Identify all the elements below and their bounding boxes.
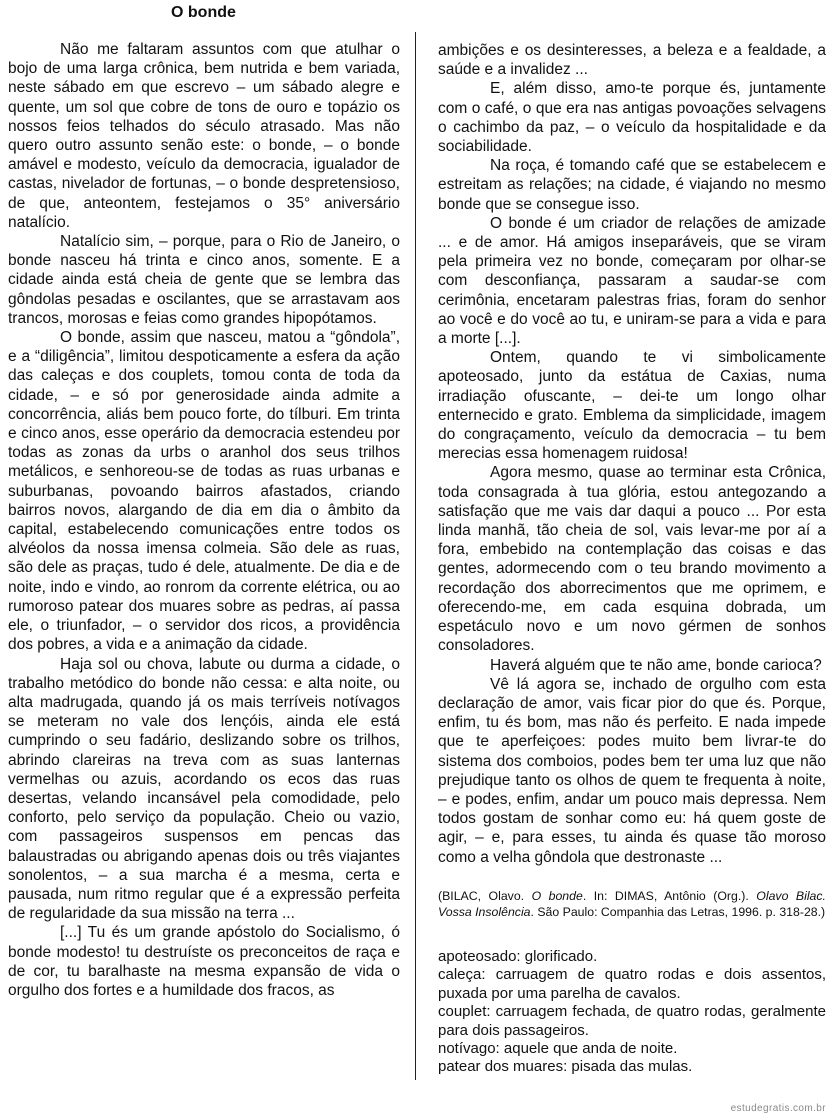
paragraph: O bonde é um criador de relações de amizade ... e de amor. Há amigos inseparáveis, que se viram pela primeira vez no bonde, começaram por olhar-se com desconfiança, passaram a saudar-se com cerimônia, encetaram palestras frias, foram do senhor ao você e do você ao tu, e uniram-se para a vida e para a morte [...]. [438,214,826,348]
citation-work-title: O bonde [531,889,583,903]
paragraph: E, além disso, amo-te porque és, juntamente com o café, o que era nas antigas povoações selvagens o cachimbo da paz, – o veículo da hospitalidade e da sociabilidade. [438,80,826,156]
paragraph: Na roça, é tomando café que se estabelecem e estreitam as relações; na cidade, é viajando no mesmo bonde que se consegue isso. [438,157,826,213]
glossary-item: couplet: carruagem fechada, de quatro rodas, geralmente para dois passageiros. [438,1003,826,1039]
paragraph: Haja sol ou chova, labute ou durma a cidade, o trabalho metódico do bonde não cessa: e alta noite, ou alta madrugada, quando já os mais terríveis notívagos se meteram no vale dos lençóis, ainda ele está cumprindo o seu fadário, deslizando sobre os trilhos, abrindo clareiras na treva com as suas lanternas vermelhas ou azuis, acordando os ecos das ruas desertas, velando incansável pela comodidade, pelo conforto, pelo serviço da população. Cheio ou vazio, com passageiros suspensos em pencas das balaustradas ou abrigando apenas dois ou três viajantes sonolentos, – a sua marcha é a mesma, certa e pausada, num ritmo regular que é a expressão perfeita de regularidade da sua missão na terra ... [8,655,400,923]
source-citation [438,888,826,920]
paragraph: Natalício sim, – porque, para o Rio de Janeiro, o bonde nasceu há trinta e cinco anos, somente. E a cidade ainda está cheia de gente que se lembra das gôndolas pesadas e oscilantes, que se arrastavam aos trancos, morosas e feias como grandes hipopótamos. [8,233,400,327]
paragraph: Ontem, quando te vi simbolicamente apoteosado, junto da estátua de Caxias, numa irradiação ofuscante, – dei-te um longo olhar enternecido e grato. Emblema da simplicidade, imagem do congraçamento, veículo da democracia – tu bem merecias essa homenagem ruidosa! [438,349,826,463]
glossary-item: patear dos muares: pisada das mulas. [438,1058,693,1076]
paragraph: Haverá alguém que te não ame, bonde carioca? [490,656,822,674]
citation-text: . In: DIMAS, Antônio (Org.). [582,889,757,903]
paragraph: O bonde, assim que nasceu, matou a “gôndola”, e a “diligência”, limitou despoticamente a esfera da ação das caleças e dos couplets, tomou conta de toda da cidade, – e só por generosidade ainda admite a concorrência, aliás bem pouco forte, do tílburi. Em trinta e cinco anos, esse operário da democracia estendeu por todas as zonas da urbs o aranhol dos seus trilhos metálicos, e senhoreou-se de todas as ruas urbanas e suburbanas, povoando bairros afastados, criando bairros novos, alargando de dia em dia o âmbito da capital, estabelecendo comunicações entre todos os alvéolos da nossa imensa colmeia. São dele as ruas, são dele as praças, tudo é dele, atualmente. De dia e de noite, indo e vindo, ao ronrom da corrente elétrica, ou ao rumoroso patear dos muares sobre as pedras, aí passa ele, o triunfador, – o servidor dos ricos, a providência dos pobres, a vida e a animação da cidade. [8,329,400,654]
glossary [438,948,826,1077]
right-column [438,41,826,867]
citation-text: . São Paulo: Companhia das Letras, 1996. p. 318-28.) [530,905,826,919]
paragraph-continued: ambições e os desinteresses, a beleza e a fealdade, a saúde e a invalidez ... [438,42,826,79]
site-watermark: estudegratis.com.br [730,1103,826,1114]
column-divider [415,32,416,1080]
left-column [8,40,400,1000]
glossary-item: notívago: aquele que anda de noite. [438,1040,678,1058]
paragraph: [...] Tu és um grande apóstolo do Socialismo, ó bonde modesto! tu destruíste os preconceitos de raça e de cor, tu baralhaste na mesma expansão de vida o orgulho dos fortes e a humildade dos fracos, as [8,924,400,999]
citation-text: (BILAC, Olavo. [438,889,532,903]
article-title: O bonde [171,4,236,21]
glossary-item: apoteosado: glorificado. [438,948,598,965]
citation-book-title: Olavo Bilac. Vossa Insolência [438,889,826,919]
paragraph: Vê lá agora se, inchado de orgulho com esta declaração de amor, vais ficar pior do que és. Porque, enfim, tu és bom, mas não és perfeito. E nada impede que te aperfeiçoes: podes muito bem livrar-te do sistema dos comboios, podes bem ter uma luz que não prejudique tanto os olhos de quem te frequenta à noite, – e podes, enfim, andar um pouco mais depressa. Nem todos gostam de sonhar como eu: há quem goste de agir, – e, para esses, tu ainda és quase tão moroso como a velha gôndola que destronaste ... [438,675,826,866]
glossary-item: caleça: carruagem de quatro rodas e dois assentos, puxada por uma parelha de cavalos. [438,966,826,1002]
paragraph: Agora mesmo, quase ao terminar esta Crônica, toda consagrada à tua glória, estou antegozando a satisfação que me vais dar daqui a pouco ... Por esta linda manhã, tão cheia de sol, vais levar-me por aí a fora, embebido na contemplação das coisas e das gentes, adormecendo com o teu brando movimento a recordação dos aborrecimentos que me oprimem, e oferecendo-me, em cada esquina dobrada, um espetáculo novo e um novo gérmen de sonhos consoladores. [438,464,826,655]
paragraph: Não me faltaram assuntos com que atulhar o bojo de uma larga crônica, bem nutrida e bem variada, neste sábado em que escrevo – um sábado alegre e quente, um sol que cobre de tons de ouro e topázio os nossos feios telhados do século atrasado. Mas não quero outro assunto senão este: o bonde, – o bonde amável e modesto, veículo da democracia, igualador de castas, nivelador de fortunas, – o bonde despretensioso, de que, anteontem, festejamos o 35° aniversário natalício. [8,41,400,231]
